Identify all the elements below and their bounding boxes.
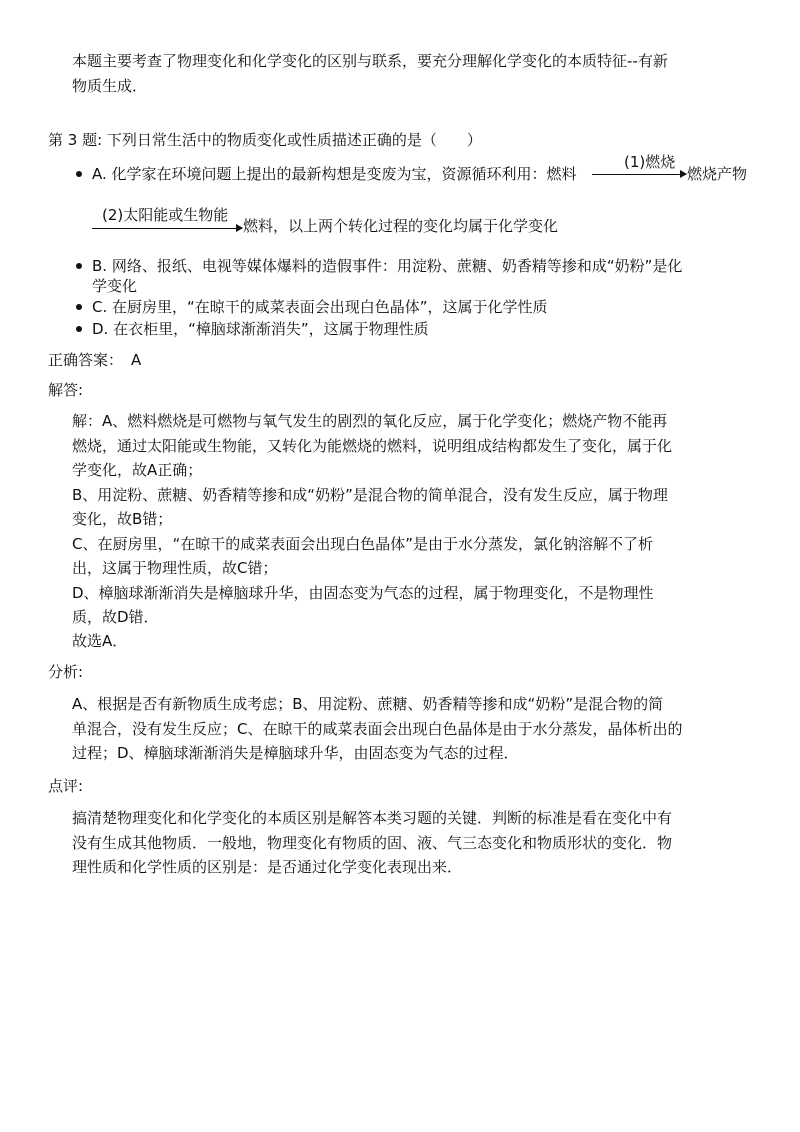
intro-line-1: 本题主要考查了物理变化和化学变化的区别与联系，要充分理解化学变化的本质特征--有新 (72, 52, 668, 70)
reaction-arrow-1 (592, 174, 686, 175)
comment-label: 点评: (48, 777, 84, 795)
answer-value: A (131, 351, 142, 369)
intro-line-2: 物质生成． (72, 77, 148, 95)
arrow-1-label: (1)燃烧 (624, 153, 676, 171)
arrow-2-label: (2)太阳能或生物能 (102, 206, 229, 224)
comment-line: 没有生成其他物质．一般地，物理变化有物质的固、液、气三态变化和物质形状的变化．物 (72, 834, 673, 852)
question-title: 第 3 题: 下列日常生活中的物质变化或性质描述正确的是（ ） (48, 131, 482, 149)
comment-line: 搞清楚物理变化和化学变化的本质区别是解答本类习题的关键．判断的标准是看在变化中有 (72, 809, 673, 827)
analysis-line: 过程；D、樟脑球渐渐消失是樟脑球升华，由固态变为气态的过程． (72, 744, 519, 762)
option-b-line-1: B. 网络、报纸、电视等媒体爆料的造假事件：用淀粉、蔗糖、奶香精等掺和成“奶粉”是化 (92, 257, 683, 275)
solution-label: 解答: (48, 381, 84, 399)
solution-line: C、在厨房里，“在晾干的咸菜表面会出现白色晶体”是由于水分蒸发，氯化钠溶解不了析 (72, 535, 654, 553)
analysis-line: A、根据是否有新物质生成考虑；B、用淀粉、蔗糖、奶香精等掺和成“奶粉”是混合物的简 (72, 695, 664, 713)
answer-label: 正确答案： (48, 351, 124, 369)
solution-line: 变化，故B错； (72, 510, 173, 528)
solution-line: 出，这属于物理性质，故C错； (72, 559, 278, 577)
bullet-a (76, 171, 82, 177)
solution-line: 燃烧，通过太阳能或生物能，又转化为能燃烧的燃料，说明组成结构都发生了变化，属于化 (72, 437, 673, 455)
solution-line: D、樟脑球渐渐消失是樟脑球升华，由固态变为气态的过程，属于物理变化，不是物理性 (72, 584, 654, 602)
bullet-c (76, 304, 82, 310)
bullet-d (76, 326, 82, 332)
solution-line: B、用淀粉、蔗糖、奶香精等掺和成“奶粉”是混合物的简单混合，没有发生反应，属于物理 (72, 486, 668, 504)
solution-line: 故选A． (72, 632, 128, 650)
solution-line: 学变化，故A正确； (72, 461, 203, 479)
option-a-line-2: 燃料，以上两个转化过程的变化均属于化学变化 (243, 217, 559, 235)
option-d: D. 在衣柜里，“樟脑球渐渐消失”，这属于物理性质 (92, 320, 429, 338)
option-b-line-2: 学变化 (92, 277, 138, 295)
comment-line: 理性质和化学性质的区别是：是否通过化学变化表现出来． (72, 858, 463, 876)
bullet-b (76, 263, 82, 269)
option-c: C. 在厨房里，“在晾干的咸菜表面会出现白色晶体”，这属于化学性质 (92, 298, 548, 316)
solution-line: 质，故D错． (72, 608, 159, 626)
analysis-label: 分析: (48, 663, 84, 681)
reaction-arrow-2 (92, 228, 242, 229)
option-a-text: A. 化学家在环境问题上提出的最新构想是变废为宝，资源循环利用：燃料 (92, 165, 577, 183)
analysis-line: 单混合，没有发生反应；C、在晾干的咸菜表面会出现白色晶体是由于水分蒸发，晶体析出的 (72, 720, 683, 738)
option-a-product: 燃烧产物 (687, 165, 748, 183)
solution-line: 解：A、燃料燃烧是可燃物与氧气发生的剧烈的氧化反应，属于化学变化；燃烧产物不能再 (72, 412, 668, 430)
